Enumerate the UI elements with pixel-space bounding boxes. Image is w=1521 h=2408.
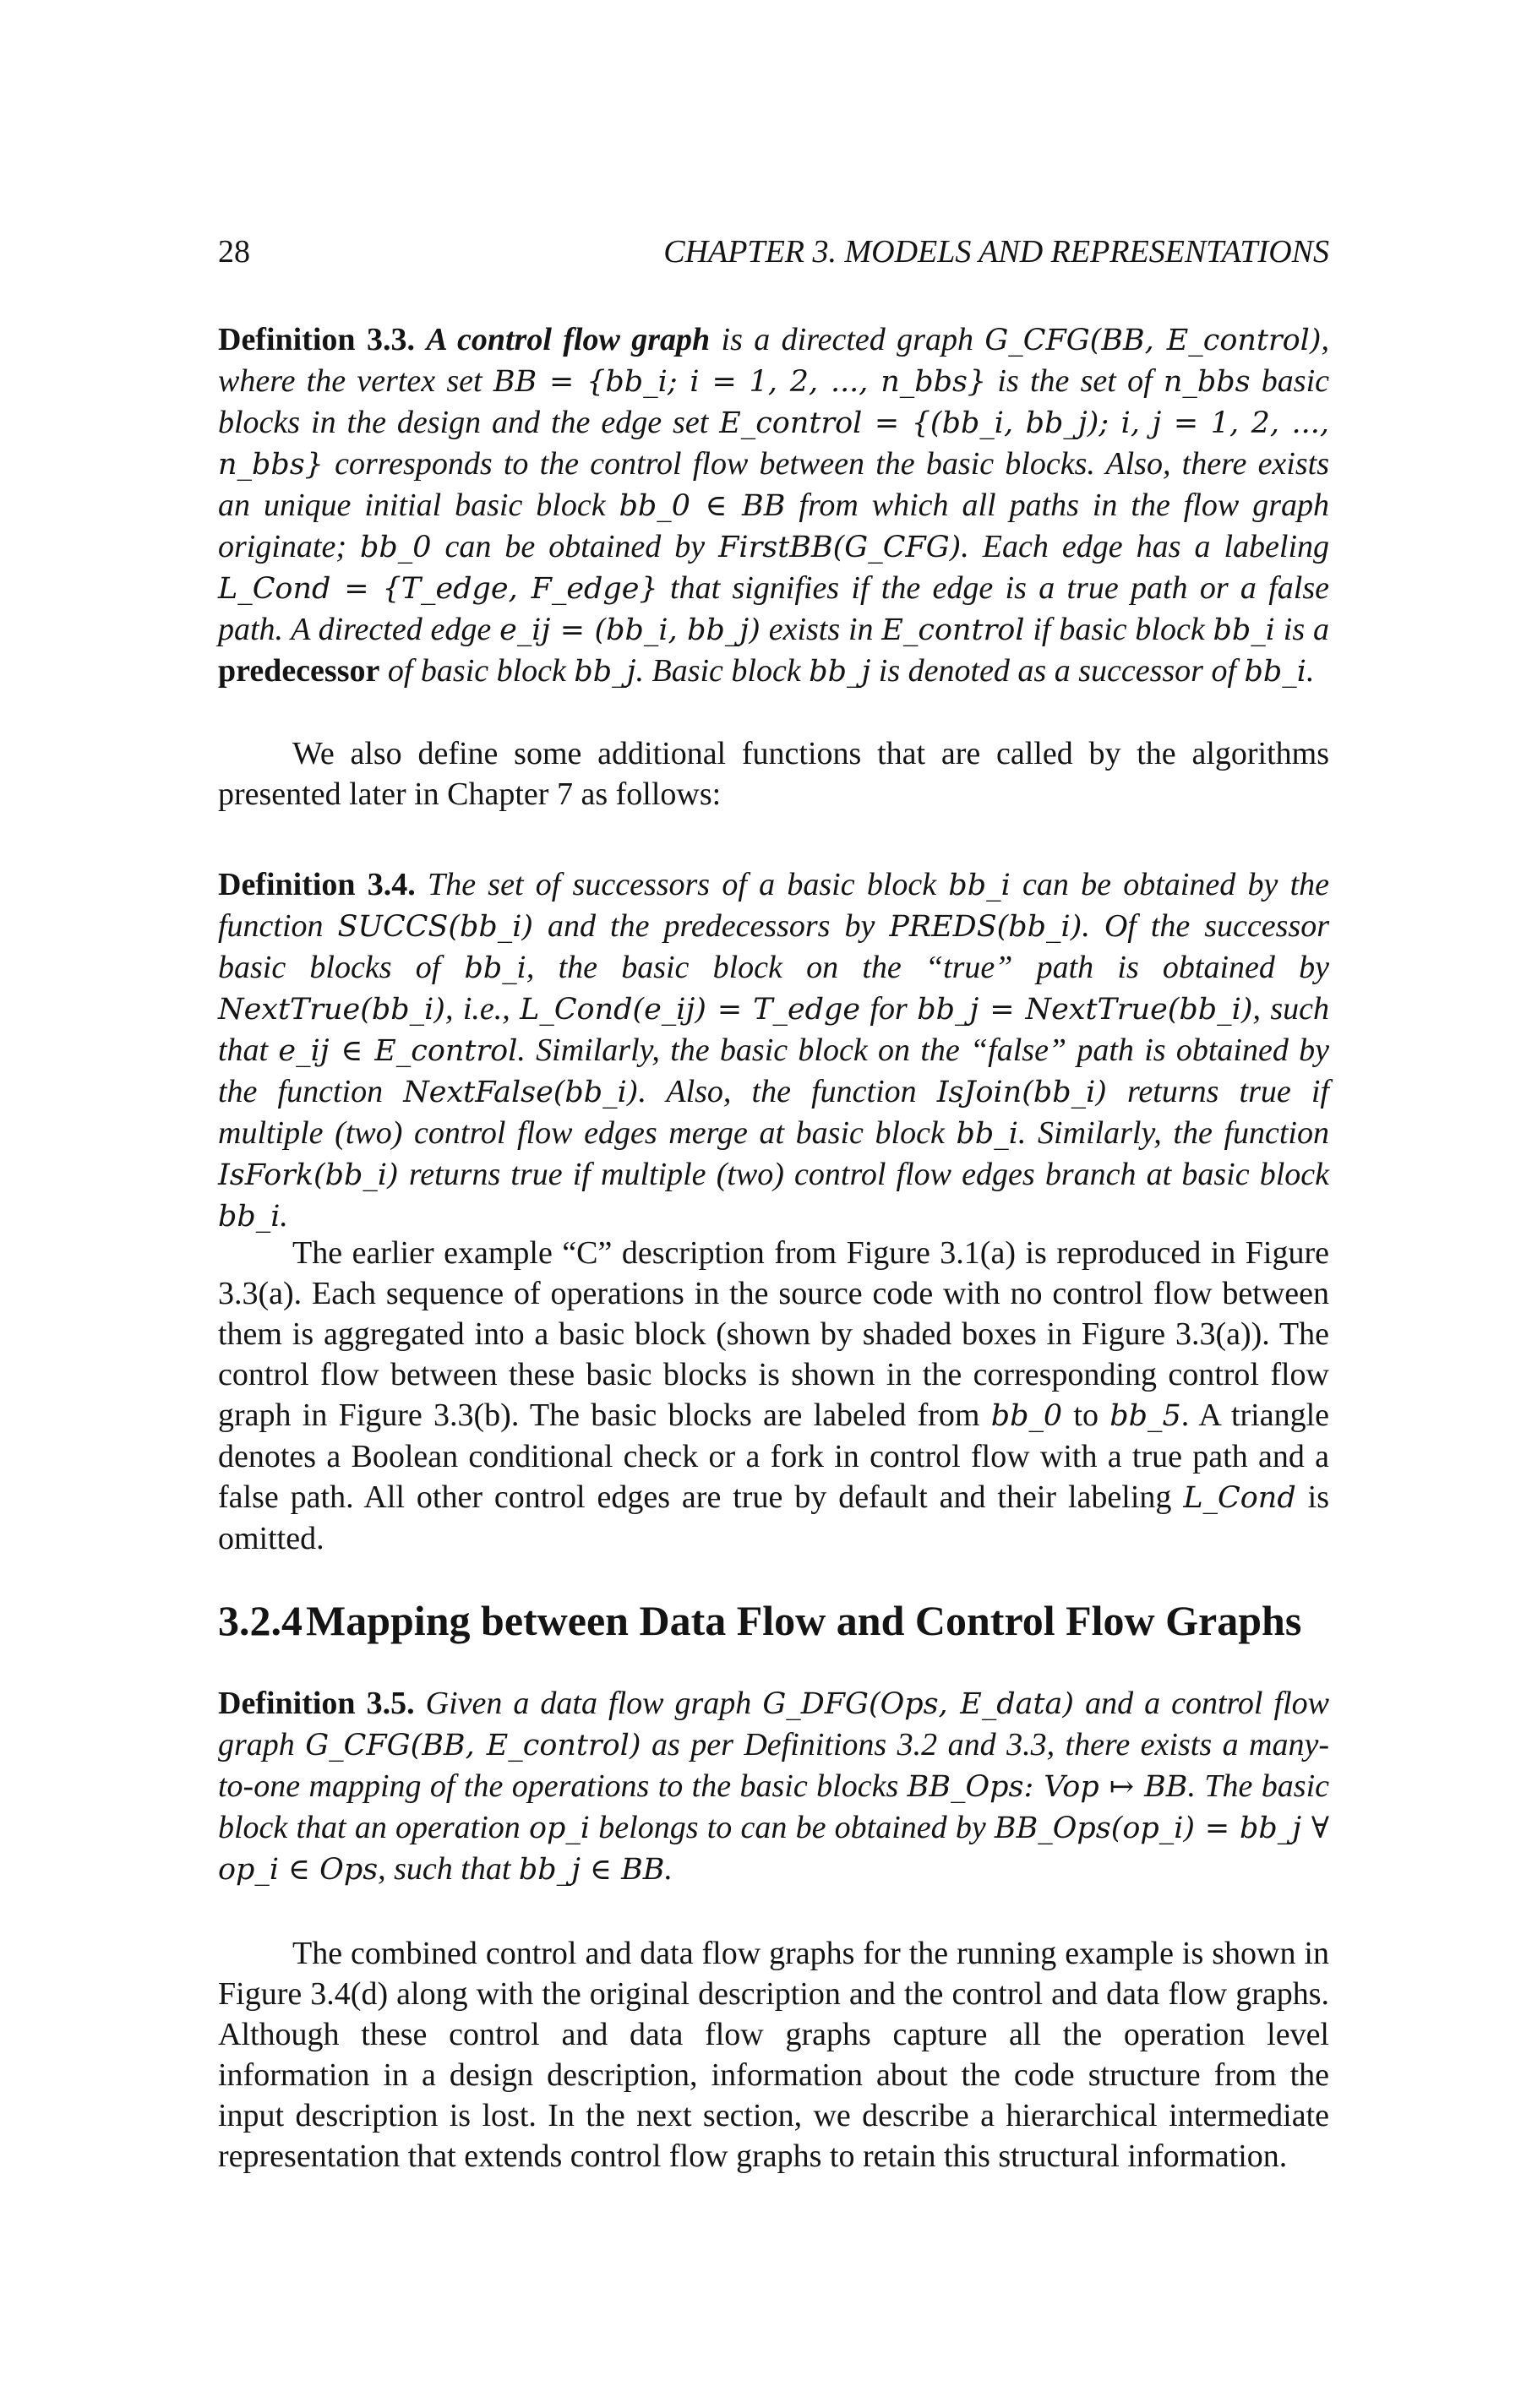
paragraph-1: We also define some additional functions that are called by the algorithms presented later in Chapter 7 as follows: — [218, 736, 1329, 812]
section-number: 3.2.4 — [218, 1597, 303, 1644]
math: PREDS(bb_i) — [889, 910, 1082, 944]
definition-3-4: Definition 3.4. The set of successors of a basic block bb_i can be obtained by the function SUCCS(bb_i) and the predecessors by PREDS(bb_i). Of the successor basic blocks of bb_i, the basic block on the “true” path is obtained by NextTrue(bb_i), i.e., L_Cond(e_ij) = T_edge for bb_j = NextTrue(bb_i), such that e_ij ∈ E_control. Similarly, the basic block on the “false” path is obtained by the function NextFalse(bb_i). Also, the function IsJoin(bb_i) returns true if multiple (two) control flow edges merge at basic block bb_i. Similarly, the function IsFork(bb_i) returns true if multiple (two) control flow edges branch at basic block bb_i. — [218, 867, 1329, 1234]
math: NextFalse(bb_i) — [403, 1076, 639, 1109]
math: BB_Ops(op_i) = bb_j ∀ op_i ∈ Ops — [218, 1811, 1329, 1887]
paragraph-2: The earlier example “C” description from Figure 3.1(a) is reproduced in Figure 3.3(a). Each sequence of operations in the source code with no control flow between them is aggregated into a basic block (shown by shaded boxes in Figure 3.3(a)). The control flow between these basic blocks is shown in the corresponding control flow graph in Figure 3.3(b). The basic blocks are labeled from bb_0 to bb_5. A triangle denotes a Boolean conditional check or a fork in control flow with a true path and a false path. All other control edges are true by default and their labeling L_Cond is omitted. — [218, 1235, 1330, 1556]
math: bb_i — [948, 869, 1011, 902]
math: bb_0 — [990, 1399, 1063, 1433]
math: G_CFG(BB, E_control) — [984, 324, 1322, 357]
definition-3-3: Definition 3.3. A control flow graph is a directed graph G_CFG(BB, E_control), where the vertex set BB = {bb_i; i = 1, 2, ..., n_bbs} is the set of n_bbs basic blocks in the design and the edge set E_control = {(bb_i, bb_j); i, j = 1, 2, ..., n_bbs} corresponds to the control flow between the basic blocks. Also, there exists an unique initial basic block bb_0 ∈ BB from which all paths in the flow graph originate; bb_0 can be obtained by FirstBB(G_CFG). Each edge has a labeling L_Cond = {T_edge, F_edge} that signifies if the edge is a true path or a false path. A directed edge e_ij = (bb_i, bb_j) exists in E_control if basic block bb_i is a predecessor of basic block bb_j. Basic block bb_j is denoted as a successor of bb_i. — [218, 322, 1330, 689]
bold-term: predecessor — [218, 653, 380, 689]
section-heading — [218, 1594, 1329, 1648]
math: IsFork(bb_i) — [218, 1158, 399, 1192]
math: bb_0 — [360, 531, 432, 564]
math: e_ij = (bb_i, bb_j) — [499, 613, 760, 647]
math: L_Cond(e_ij) = T_edge — [520, 993, 861, 1027]
math: E_control = {(bb_i, bb_j); i, j = 1, 2, ..., n_bbs} — [218, 406, 1330, 482]
math: bb_j — [574, 655, 636, 689]
definition-label: Definition 3.3. — [218, 322, 415, 357]
math: E_control — [881, 613, 1025, 647]
math: BB = {bb_i; i = 1, 2, ..., n_bbs} — [493, 365, 987, 399]
math: n_bbs — [1163, 365, 1251, 399]
math: bb_j ∈ BB — [518, 1853, 665, 1887]
math: FirstBB(G_CFG) — [718, 531, 962, 564]
math: G_CFG(BB, E_control) — [305, 1729, 641, 1762]
math: BB_Ops: Vop ↦ BB — [907, 1770, 1188, 1804]
math: bb_j = NextTrue(bb_i) — [917, 993, 1253, 1027]
math: L_Cond — [1183, 1481, 1296, 1515]
paragraph-3: The combined control and data flow graphs for the running example is shown in Figure 3.4(d) along with the original description and the control and data flow graphs. Although these control and data flow graphs capture all the operation level information in a design description, information about the code structure from the input description is lost. In the next section, we describe a hierarchical intermediate representation that extends control flow graphs to retain this structural information. — [218, 1936, 1329, 2174]
page-number: 28 — [218, 234, 250, 270]
definition-label: Definition 3.4. — [218, 867, 416, 902]
math: bb_5 — [1109, 1399, 1181, 1433]
math: SUCCS(bb_i) — [337, 910, 534, 944]
math: bb_i — [1213, 613, 1275, 647]
math: bb_0 ∈ BB — [619, 489, 786, 523]
chapter-title: CHAPTER 3. MODELS AND REPRESENTATIONS — [663, 234, 1329, 270]
math: op_i — [529, 1811, 591, 1845]
running-header — [218, 228, 1329, 275]
math: bb_i — [1244, 655, 1306, 689]
math: bb_i — [464, 951, 526, 985]
math: NextTrue(bb_i) — [218, 993, 445, 1027]
math: bb_i — [956, 1117, 1018, 1151]
math: G_DFG(Ops, E_data) — [762, 1687, 1075, 1721]
math: e_ij ∈ E_control — [278, 1034, 518, 1068]
math: IsJoin(bb_i) — [936, 1076, 1107, 1109]
math: L_Cond = {T_edge, F_edge} — [218, 572, 658, 606]
definition-3-5: Definition 3.5. Given a data flow graph G_DFG(Ops, E_data) and a control flow graph G_CFG(BB, E_control) as per Definitions 3.2 and 3.3, there exists a many-to-one mapping of the operations to the basic blocks BB_Ops: Vop ↦ BB. The basic block that an operation op_i belongs to can be obtained by BB_Ops(op_i) = bb_j ∀ op_i ∈ Ops, such that bb_j ∈ BB. — [218, 1686, 1329, 1887]
defined-term: A control flow graph — [426, 322, 711, 357]
section-title: Mapping between Data Flow and Control Flow Graphs — [306, 1597, 1302, 1644]
math: bb_j — [809, 655, 871, 689]
math: bb_i — [218, 1200, 281, 1234]
definition-label: Definition 3.5. — [218, 1686, 415, 1721]
